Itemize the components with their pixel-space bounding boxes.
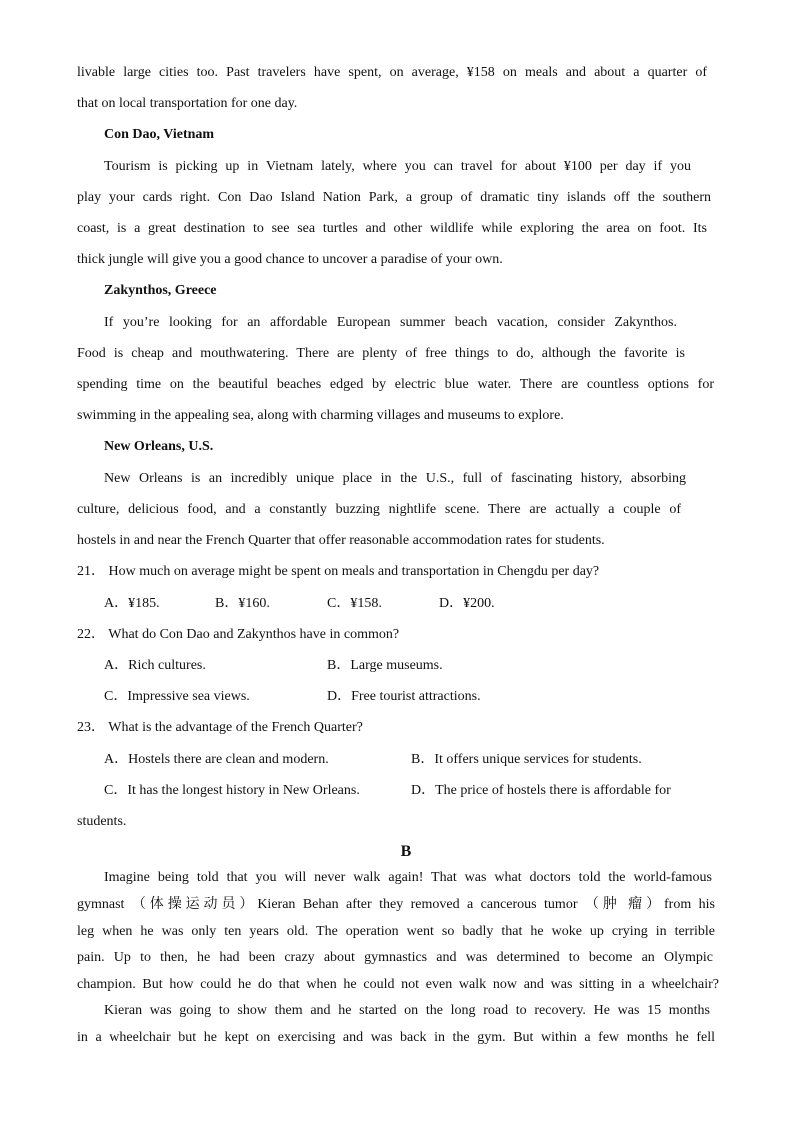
section-heading-con-dao: Con Dao, Vietnam — [104, 127, 215, 142]
paragraph-line: champion. But how could he do that when he could not even walk now and was sitting in a wheelchair? — [77, 977, 719, 992]
paragraph-line: thick jungle will give you a good chance to uncover a paradise of your own. — [77, 252, 503, 267]
paragraph-line: hostels in and near the French Quarter that offer reasonable accommodation rates for students. — [77, 533, 605, 548]
question-21-option-a: A．¥185. — [104, 596, 160, 611]
question-23-option-a: A．Hostels there are clean and modern. — [104, 752, 329, 767]
section-heading-new-orleans: New Orleans, U.S. — [104, 439, 214, 454]
paragraph-line: New Orleans is an incredibly unique place in the U.S., full of fascinating history, absorbing — [104, 471, 686, 486]
paragraph-line: Imagine being told that you will never walk again! That was what doctors told the world-famous — [104, 870, 712, 885]
paragraph-line: If you’re looking for an affordable European summer beach vacation, consider Zakynthos. — [104, 315, 677, 330]
paragraph-line: pain. Up to then, he had been crazy about gymnastics and was determined to become an Olympic — [77, 950, 713, 965]
question-22-option-d: D．Free tourist attractions. — [327, 689, 481, 704]
paragraph-line: that on local transportation for one day. — [77, 96, 298, 111]
question-23-option-c: C．It has the longest history in New Orleans. — [104, 783, 360, 798]
question-23-option-d: D．The price of hostels there is affordable for — [411, 783, 671, 798]
paragraph-line: Tourism is picking up in Vietnam lately, where you can travel for about ¥100 per day if you — [104, 159, 691, 174]
question-22-option-b: B．Large museums. — [327, 658, 443, 673]
question-stem-23: 23． What is the advantage of the French Quarter? — [77, 720, 363, 735]
question-21-option-d: D．¥200. — [439, 596, 495, 611]
question-stem-21: 21． How much on average might be spent on meals and transportation in Chengdu per day? — [77, 564, 600, 579]
paragraph-line: gymnast （体操运动员）Kieran Behan after they removed a cancerous tumor （肿 瘤）from his — [77, 897, 715, 912]
paragraph-line: swimming in the appealing sea, along with charming villages and museums to explore. — [77, 408, 564, 423]
paragraph-line: spending time on the beautiful beaches edged by electric blue water. There are countless options for — [77, 377, 714, 392]
question-21-option-b: B．¥160. — [215, 596, 270, 611]
paragraph-line: culture, delicious food, and a constantly buzzing nightlife scene. There are actually a couple of — [77, 502, 681, 517]
question-22-option-c: C．Impressive sea views. — [104, 689, 250, 704]
question-stem-22: 22． What do Con Dao and Zakynthos have in common? — [77, 627, 400, 642]
question-21-option-c: C．¥158. — [327, 596, 382, 611]
paragraph-line: livable large cities too. Past travelers have spent, on average, ¥158 on meals and about a quarter of — [77, 65, 707, 80]
paragraph-line: Kieran was going to show them and he started on the long road to recovery. He was 15 months — [104, 1003, 710, 1018]
question-23-option-b: B．It offers unique services for students. — [411, 752, 642, 767]
paragraph-line: coast, is a great destination to see sea turtles and other wildlife while exploring the area on foot. Its — [77, 221, 707, 236]
paragraph-line: play your cards right. Con Dao Island Nation Park, a group of dramatic tiny islands off the southern — [77, 190, 711, 205]
section-heading-zakynthos: Zakynthos, Greece — [104, 283, 217, 298]
section-b-heading: B — [400, 843, 412, 860]
question-23-option-d-wrap: students. — [77, 814, 127, 829]
paragraph-line: Food is cheap and mouthwatering. There are plenty of free things to do, although the favorite is — [77, 346, 685, 361]
paragraph-line: in a wheelchair but he kept on exercising and was back in the gym. But within a few months he fell — [77, 1030, 715, 1045]
paragraph-line: leg when he was only ten years old. The operation went so badly that he woke up crying in terrible — [77, 924, 715, 939]
question-22-option-a: A．Rich cultures. — [104, 658, 206, 673]
